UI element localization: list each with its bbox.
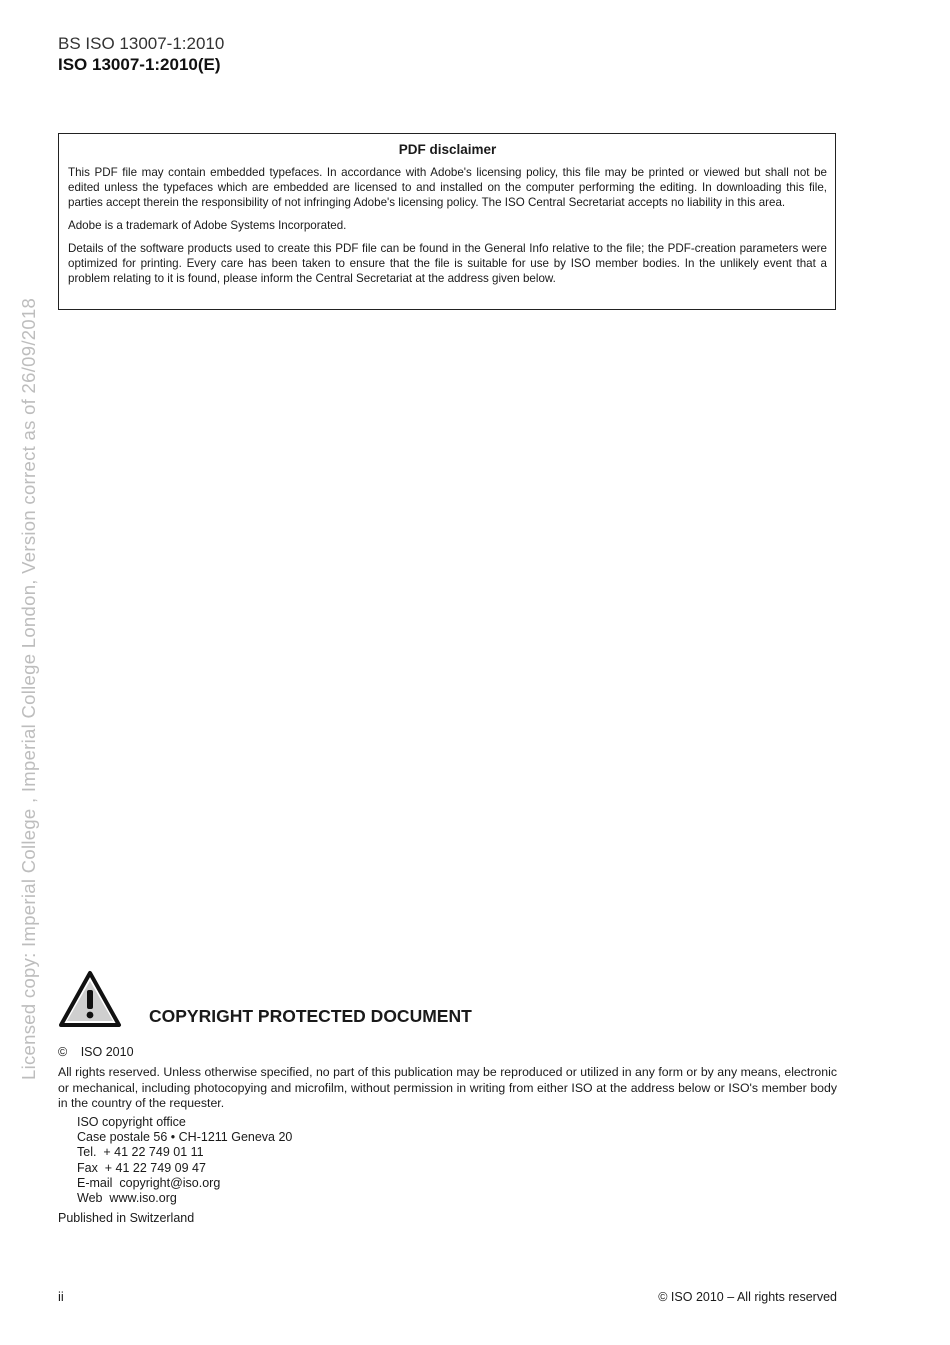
copyright-title: COPYRIGHT PROTECTED DOCUMENT (149, 1006, 472, 1026)
standard-number-iso: ISO 13007-1:2010(E) (58, 55, 221, 74)
iso-address-block (77, 1115, 292, 1206)
rights-statement: All rights reserved. Unless otherwise specified, no part of this publication may be reproduced or utilized in any form or by any means, electronic or mechanical, including photocopying and microfilm, without permission in writing from either ISO at the address below or ISO's member body in the country of the requester. (58, 1065, 837, 1110)
page-number: ii (58, 1289, 64, 1304)
published-location: Published in Switzerland (58, 1211, 195, 1225)
pdf-disclaimer-box (58, 133, 836, 310)
address-line: Tel. + 41 22 749 01 11 (77, 1145, 204, 1160)
address-line: ISO copyright office (77, 1115, 186, 1129)
disclaimer-paragraph: Details of the software products used to create this PDF file can be found in the General Info relative to the file; the PDF-creation parameters were optimized for printing. Every care has been taken to ensure that the file is suitable for use by ISO member bodies. In the unlikely event that a problem relating to it is found, please inform the Central Secretariat at the address given below. (68, 242, 827, 285)
address-line: Fax + 41 22 749 09 47 (77, 1160, 206, 1175)
warning-triangle-icon (58, 970, 122, 1028)
copyright-year: ISO 2010 (80, 1045, 134, 1059)
copyright-symbol: © (58, 1045, 68, 1059)
copyright-year-line (58, 1045, 134, 1059)
disclaimer-title: PDF disclaimer (398, 142, 497, 157)
disclaimer-paragraph: Adobe is a trademark of Adobe Systems Incorporated. (68, 219, 347, 232)
address-line: Case postale 56 • CH-1211 Geneva 20 (77, 1130, 293, 1145)
standard-number-bs: BS ISO 13007-1:2010 (58, 34, 225, 53)
footer-copyright: © ISO 2010 – All rights reserved (658, 1290, 837, 1304)
address-line: E-mail copyright@iso.org (77, 1175, 221, 1190)
address-line: Web www.iso.org (77, 1191, 177, 1206)
disclaimer-paragraph: This PDF file may contain embedded typefaces. In accordance with Adobe's licensing policy, this file may be printed or viewed but shall not be edited unless the typefaces which are embedded are licensed to and installed on the computer performing the editing. In downloading this file, parties accept therein the responsibility of not infringing Adobe's licensing policy. The ISO Central Secretariat accepts no liability in this area. (68, 166, 827, 209)
license-watermark: Licensed copy: Imperial College , Imperial College London, Version correct as of 26/09/2018 (18, 297, 39, 1080)
